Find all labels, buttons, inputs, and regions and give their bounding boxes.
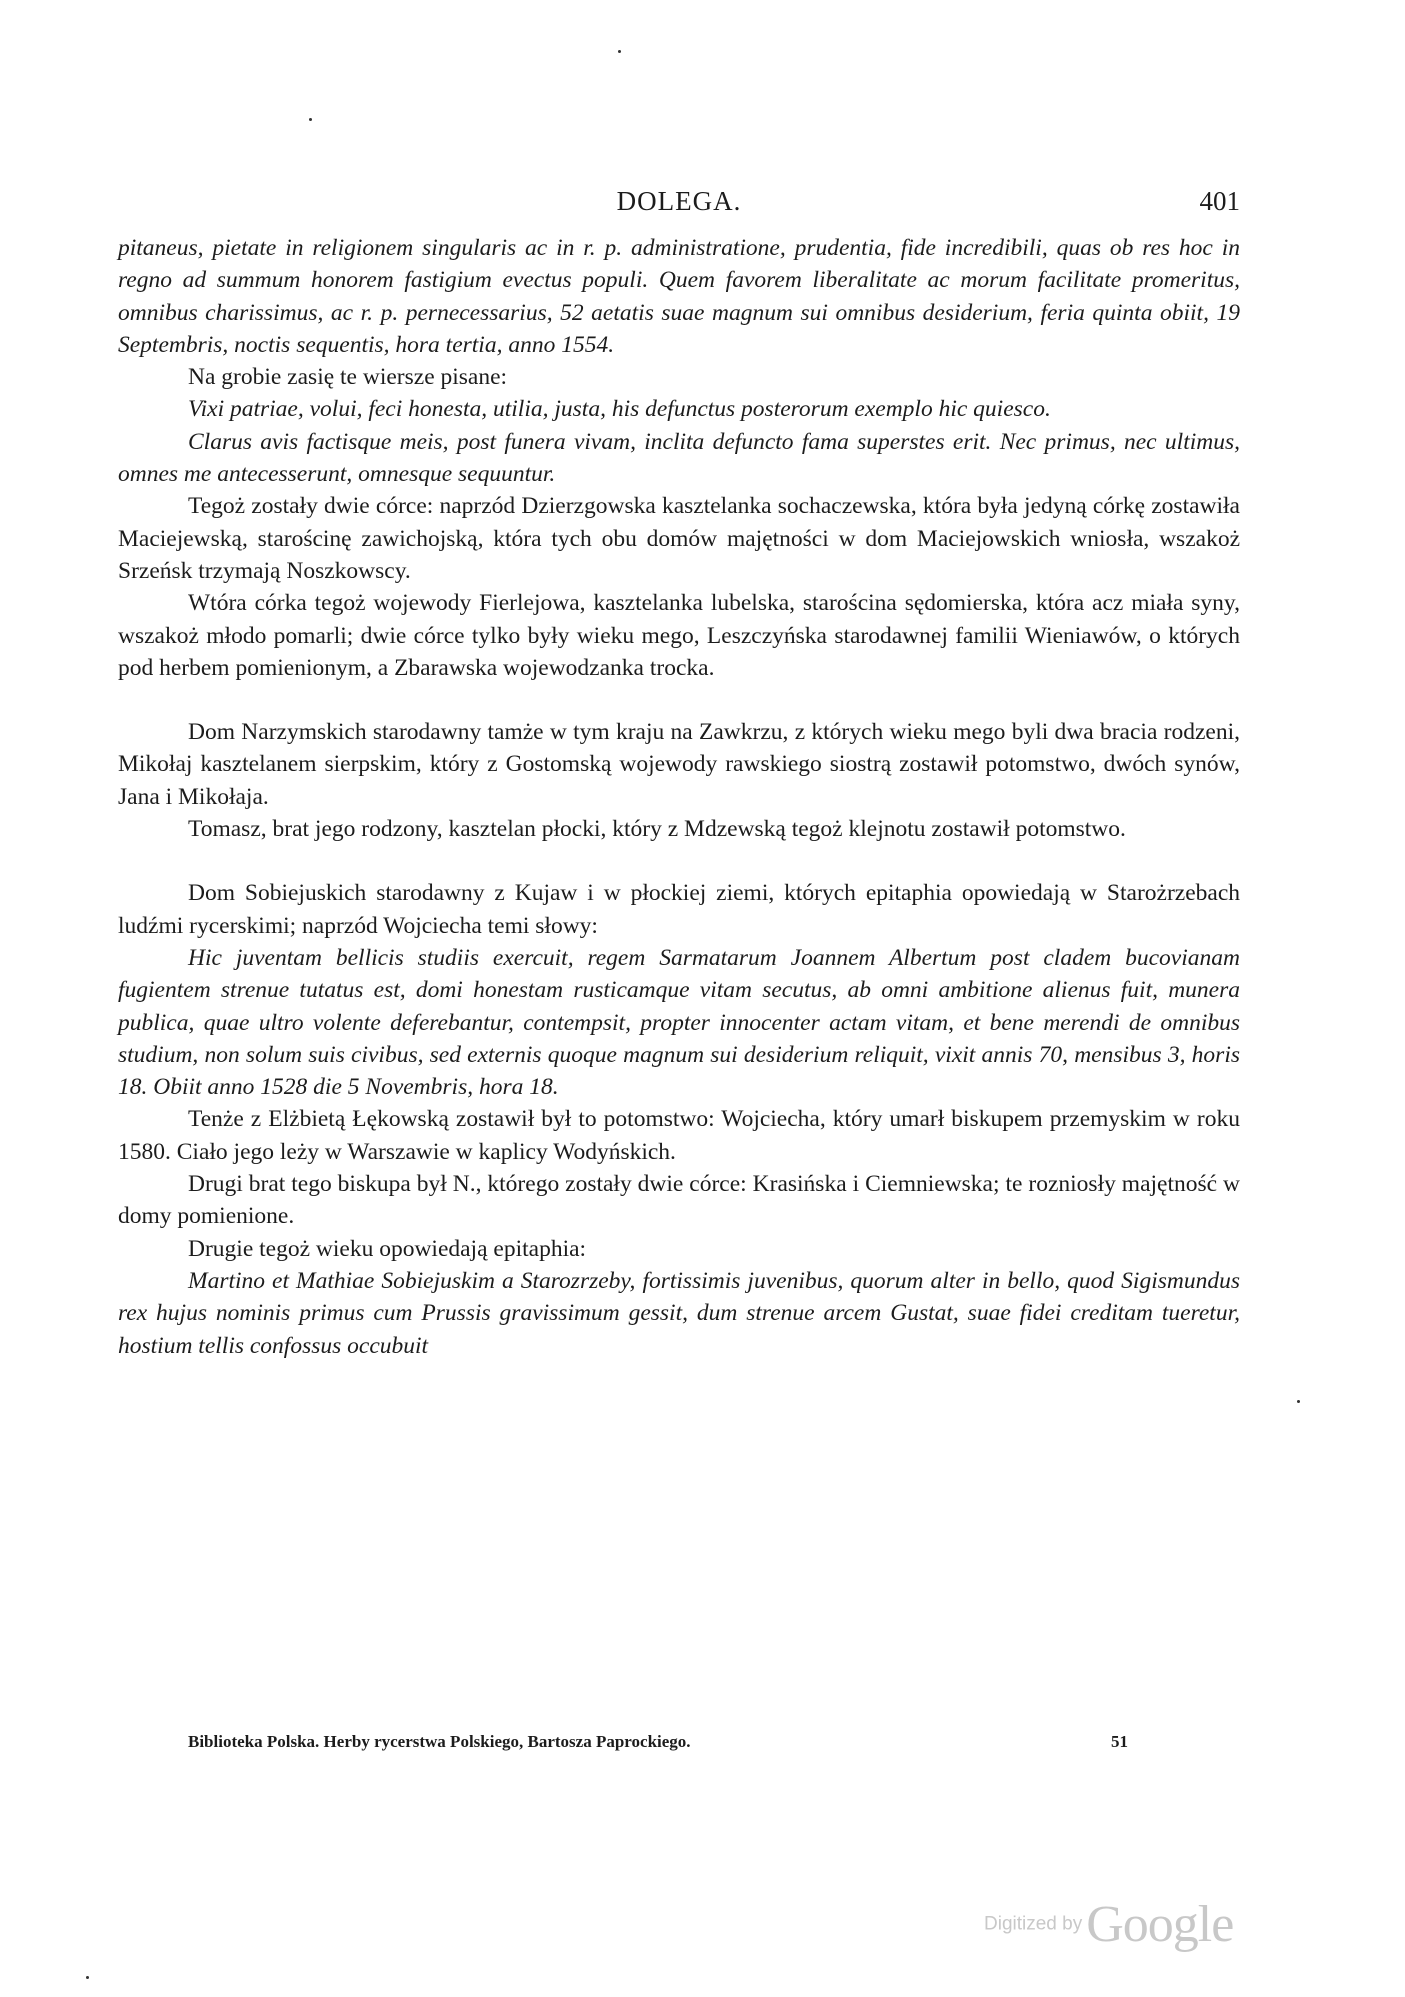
footer-text: Biblioteka Polska. Herby rycerstwa Polskiego, Bartosza Paprockiego. <box>188 1732 691 1751</box>
paragraph: pitaneus, pietate in religionem singularis ac in r. p. administratione, prudentia, fide incredibili, quas ob res hoc in regno ad summum honorem fastigium evectus populi. Quem favorem liberalitate ac morum facilitate promeritus, omnibus charissimus, ac r. p. pernecessarius, 52 aetatis suae magnum sui omnibus desiderium, feria quinta obiit, 19 Septembris, noctis sequentis, hora tertia, anno 1554. <box>118 235 1240 358</box>
paragraph: Clarus avis factisque meis, post funera vivam, inclita defuncto fama superstes erit. Nec primus, nec ultimus, omnes me antecesserunt, omnesque sequuntur. <box>118 428 1240 488</box>
paragraph: Wtóra córka tegoż wojewody Fierlejowa, kasztelanka lubelska, starościna sędomierska, która acz miała syny, wszakoż młodo pomarli; dwie córce tylko były wieku mego, Leszczyńska starodawnej familii Wieniawów, o których pod herbem pomienionym, a Zbarawska wojewodzanka trocka. <box>118 590 1240 681</box>
signature-mark: 51 <box>1111 1732 1128 1751</box>
paragraph: Tomasz, brat jego rodzony, kasztelan płocki, który z Mdzewską tegoż klejnotu zostawił potomstwo. <box>188 816 1126 843</box>
paragraph: Tenże z Elżbietą Łękowską zostawił był to potomstwo: Wojciecha, który umarł biskupem przemyskim w roku 1580. Ciało jego leży w Warszawie w kaplicy Wodyńskich. <box>118 1106 1240 1165</box>
body-text <box>118 232 1240 1362</box>
running-title: DOLEGA. <box>616 186 742 216</box>
scan-speck <box>618 50 621 53</box>
digitized-by-text: Digitized by <box>984 1913 1083 1935</box>
scan-speck <box>1297 1400 1300 1403</box>
digitized-watermark <box>984 1895 1233 1954</box>
paragraph: Dom Narzymskich starodawny tamże w tym kraju na Zawkrzu, z których wieku mego byli dwa bracia rodzeni, Mikołaj kasztelanem sierpskim, który z Gostomską wojewody rawskiego siostrą zostawił potomstwo, dwóch synów, Jana i Mikołaja. <box>118 719 1240 810</box>
paragraph: Dom Sobiejuskich starodawny z Kujaw i w płockiej ziemi, których epitaphia opowiedają w Starożrzebach ludźmi rycerskimi; naprzód Wojciecha temi słowy: <box>118 880 1240 939</box>
scan-speck <box>86 1976 89 1979</box>
paragraph: Drugie tegoż wieku opowiedają epitaphia: <box>188 1235 587 1262</box>
footer-imprint <box>188 1732 1128 1752</box>
paragraph: Martino et Mathiae Sobiejuskim a Starozrzeby, fortissimis juvenibus, quorum alter in bello, quod Sigismundus rex hujus nominis primus cum Prussis gravissimum gessit, dum strenue arcem Gustat, suae fidei creditam tueretur, hostium tellis confossus occubuit <box>118 1267 1240 1359</box>
paragraph: Hic juventam bellicis studiis exercuit, regem Sarmatarum Joannem Albertum post cladem bucovianam fugientem strenue tutatus est, domi honestam rusticamque vitam secutus, ab omni ambitione alienus fuit, munera publica, quae ultro volente deferebantur, contempsit, propter innocenter actam vitam, et bene merendi de omnibus studium, non solum suis civibus, sed externis quoque magnum sui desiderium reliquit, vixit annis 70, mensibus 3, horis 18. Obiit anno 1528 die 5 Novembris, hora 18. <box>118 944 1240 1101</box>
paragraph: Tegoż zostały dwie córce: naprzód Dzierzgowska kasztelanka sochaczewska, która była jedyną córkę zostawiła Maciejewską, starościnę zawichojską, która tych obu domów majętności w dom Maciejowskich wniosła, wszakoż Srzeńsk trzymają Noszkowscy. <box>118 493 1240 584</box>
paragraph: Drugi brat tego biskupa był N., którego zostały dwie córce: Krasińska i Ciemniewska; te rozniosły majętność w domy pomienione. <box>118 1171 1240 1230</box>
running-head <box>118 186 1240 226</box>
paragraph: Vixi patriae, volui, feci honesta, utilia, justa, his defunctus posterorum exemplo hic quiesco. <box>188 396 1051 423</box>
scan-speck <box>309 118 312 121</box>
page-number: 401 <box>1199 186 1240 216</box>
google-logo: Google <box>1086 1896 1234 1953</box>
paragraph: Na grobie zasię te wiersze pisane: <box>188 364 508 391</box>
